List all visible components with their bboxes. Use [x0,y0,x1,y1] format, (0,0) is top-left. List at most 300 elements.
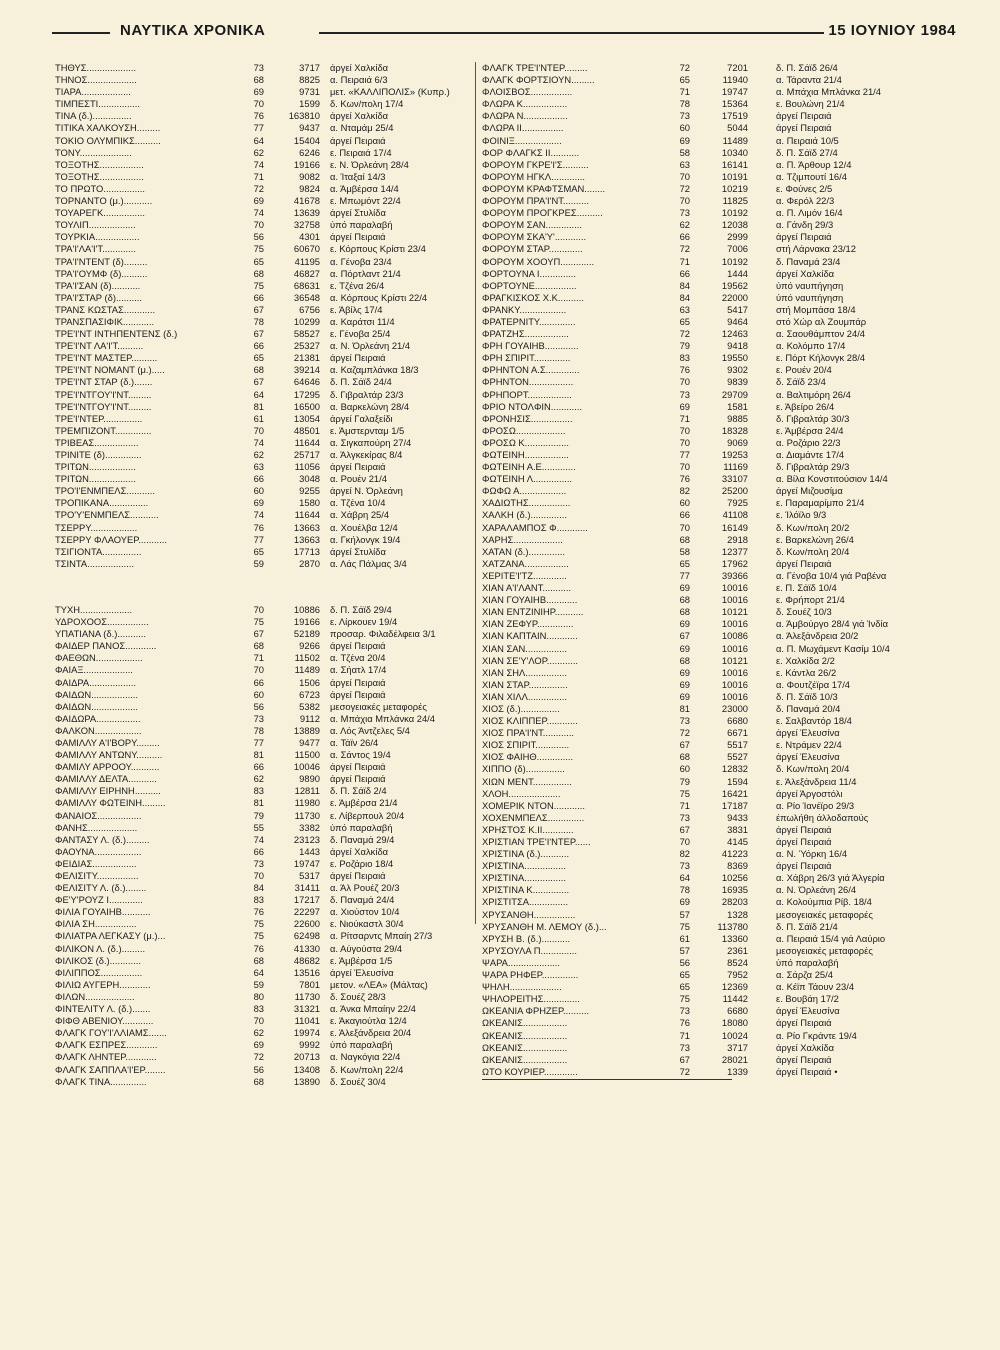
ship-status: δ. Π. Σάϊδ 24/4 [330,376,392,388]
ship-name: ΦΛΑΓΚ ΓΟΥ'Ι'ΛΛΙΑΜΣ....... [55,1027,167,1039]
ship-status: δ. Π. Σάϊδ 10/3 [776,690,838,702]
ship-row [55,413,465,425]
ship-row [482,763,942,775]
ship-name: ΤΣΙΓΙΟΝΤΑ............... [55,545,142,557]
ship-row [482,195,942,207]
ship-row [482,183,942,195]
build-year: 83 [253,894,264,906]
ship-status: ε. Βουλώνη 21/4 [776,98,845,110]
ship-name: ΤΡΑ'Ι'ΝΤΕΝΤ (δ)......... [55,255,148,267]
build-year: 56 [253,1063,264,1075]
tonnage: 13516 [293,966,320,978]
build-year: 67 [679,823,690,835]
tonnage: 46827 [293,267,320,279]
ship-row [482,727,942,739]
build-year: 69 [679,618,690,630]
build-year: 84 [253,882,264,894]
build-year: 70 [253,98,264,110]
tonnage: 10219 [721,182,748,194]
build-year: 73 [679,207,690,219]
ship-status: δ. Σουέζ 10/3 [776,606,832,618]
tonnage: 8825 [299,74,320,86]
ship-status: άργεί Έλευσίνα [776,727,840,739]
ship-row [55,110,465,122]
ship-row [55,171,465,183]
ship-row [55,509,465,521]
build-year: 83 [679,352,690,364]
ship-name: ΧΡΙΣΤΙΤΣΑ............... [482,896,569,908]
build-year: 68 [253,954,264,966]
tonnage: 9885 [727,412,748,424]
ship-name: ΤΟΥΡΚΙΑ................. [55,231,140,243]
ship-status: α. Μπάχια Μπλάνκα 24/4 [330,712,435,724]
build-year: 76 [253,906,264,918]
tonnage: 31321 [293,1003,320,1015]
ship-status: μεσογειακές μεταφορές [776,944,873,956]
ship-status: α. Γάνδη 29/3 [776,219,834,231]
build-year: 60 [679,122,690,134]
ship-row [55,268,465,280]
tonnage: 17217 [293,894,320,906]
ship-status: α. Άμβέρσα 14/4 [330,182,399,194]
ship-status: έπωλήθη άλλοδαπούς [776,811,869,823]
ship-status: άργεί Πειραιά [330,688,386,700]
ship-row [482,606,942,618]
ship-status: α. Ρίο Ίανέϊρο 29/3 [776,799,855,811]
tonnage: 6680 [727,715,748,727]
ship-row [482,776,942,788]
ship-status: άργεί Χαλκίδα [776,267,835,279]
tonnage: 3831 [727,823,748,835]
ship-name: ΤΙΑΡΑ................... [55,86,131,98]
build-year: 62 [253,449,264,460]
ship-row [55,231,465,243]
tonnage: 15364 [721,98,748,110]
tonnage: 13054 [293,412,320,424]
build-year: 78 [253,724,264,736]
tonnage: 2999 [727,231,748,243]
ship-name: ΦΑΜΙΛΛΥ ΕΙΡΗΝΗ.......... [55,785,161,797]
tonnage: 19747 [293,857,320,869]
build-year: 65 [679,969,690,981]
build-year: 74 [253,833,264,845]
ship-name: ΦΑΜΙΛΛΥ ΔΕΛΤΑ........... [55,773,157,785]
ship-name: ΧΡΥΣΗ Β. (δ.)........... [482,932,571,944]
ship-name: ΤΡΟΠΙΚΑΝΑ............... [55,497,149,509]
ship-name: ΦΙΛΙΩ ΑΥΓΕΡΗ............ [55,978,151,990]
ship-status: ε. Άκαγιούτλα 12/4 [330,1015,407,1027]
ship-row [482,340,942,352]
ship-name: ΤΙΝΑ (δ.)............... [55,110,132,122]
ship-status: δ. Κων/πολη 17/4 [330,98,404,110]
tonnage: 9302 [727,364,748,376]
ship-status: α. Πειραιά 10/5 [776,134,839,146]
tonnage: 25200 [721,485,748,497]
ship-status: άργεί Χαλκίδα [776,1041,835,1053]
tonnage: 13360 [721,932,748,944]
tonnage: 9266 [299,640,320,652]
ship-row [482,304,942,316]
ship-name: ΧΡΥΣΑΝΘΗ................ [482,908,576,920]
ship-row [482,449,942,461]
tonnage: 9082 [299,170,320,182]
build-year: 62 [679,219,690,231]
ship-status: α. Πειραιά 6/3 [330,74,388,86]
tonnage: 17713 [293,545,320,557]
tonnage: 9437 [299,122,320,134]
build-year: 66 [253,291,264,303]
tonnage: 8524 [727,956,748,968]
ship-row [55,546,465,558]
build-year: 82 [679,848,690,860]
left-ship-list-1 [55,62,465,570]
build-year: 81 [679,702,690,714]
ship-status: δ. Κων/πολη 20/2 [776,521,850,533]
ship-row [55,1051,465,1063]
ship-status: α. Καράτσι 11/4 [330,315,395,327]
build-year: 77 [253,122,264,134]
ship-status: α. Ν. Ύόρκη 16/4 [776,848,848,860]
ship-name: ΧΙΩΝ ΜΕΝΤ............... [482,775,572,787]
ship-name: ΦΛΑΓΚ ΕΣΠΡΕΣ............ [55,1039,158,1051]
ship-name: ΦΡΗΠΟΡΤ................. [482,388,572,400]
ship-status: δ. Κων/πολη 22/4 [330,1063,404,1075]
ship-name: ΨΗΛΗ.................... [482,981,562,993]
build-year: 66 [679,267,690,279]
ship-status: ε. Πόρτ Κήλονγκ 28/4 [776,352,866,364]
ship-status: δ. Παναμά 24/4 [330,894,395,906]
ship-row [55,725,465,737]
ship-name: ΦΟΡΟΥΜ ΣΤΑΡ............. [482,243,583,255]
build-year: 79 [679,340,690,352]
ship-status: α. Ρουέν 21/4 [330,473,387,485]
ship-status: α. Γένοβα 23/4 [330,255,392,267]
ship-status: ε. Ροζάριο 18/4 [330,857,394,869]
ship-status: α. Άνκα Μπαίην 22/4 [330,1003,416,1015]
ship-row [55,846,465,858]
ship-status: α. Ρίτσαρντς Μπαίη 27/3 [330,930,433,942]
ship-status: ε. Ρουέν 20/4 [776,364,832,376]
left-column [55,62,465,1088]
ship-status: δ. Γιβραλτάρ 23/3 [330,388,404,400]
tonnage: 11980 [294,797,320,809]
tonnage: 11056 [294,461,320,473]
ship-status: α. Τζιμπουτί 16/4 [776,170,847,182]
build-year: 70 [679,521,690,533]
ship-row [55,243,465,255]
ship-status: ύπό παραλαβή [330,1039,393,1051]
ship-name: ΦΩΦΩ Α.................. [482,485,567,497]
tonnage: 10121 [721,606,748,618]
ship-name: ΦΡΑΝΚΥ.................. [482,303,567,315]
ship-name: ΦΡΗ ΓΟΥΑΙΗΒ............. [482,340,579,352]
tonnage: 3717 [299,62,320,73]
build-year: 70 [679,436,690,448]
ship-name: ΤΗΝΟΣ................... [55,74,137,86]
ship-name: ΧΙΟΣ (δ.)............... [482,702,560,714]
ship-name: ΧΙΑΝ Α'Ι'ΛΑΝΤ........... [482,582,572,594]
build-year: 79 [253,809,264,821]
ship-name: ΦΡΗΝΤΟΝ................. [482,376,574,388]
ship-name: ΧΕΡΙΤΕ'Ι'ΤΖ............. [482,569,567,581]
build-year: 57 [679,908,690,920]
tonnage: 9839 [727,376,748,388]
ship-row [482,1030,942,1042]
build-year: 73 [253,712,264,724]
ship-row [482,159,942,171]
ship-row [482,582,942,594]
tonnage: 11500 [294,749,320,761]
ship-status: α. Άλεξάνδρεια 20/2 [776,630,859,642]
build-year: 70 [679,461,690,473]
ship-status: α. Κολούμπια Ρίβ. 18/4 [776,896,872,908]
build-year: 73 [253,857,264,869]
ship-status: α. Χάβρη 25/4 [330,509,390,521]
build-year: 68 [679,654,690,666]
tonnage: 7925 [727,497,748,509]
ship-name: ΤΟΚΙΟ ΟΛΥΜΠΙΚΣ.......... [55,134,161,146]
ship-name: ΥΠΑΤΙΑΝΑ (δ.)........... [55,628,146,640]
build-year: 73 [679,860,690,872]
build-year: 71 [679,255,690,267]
ship-name: ΤΡΕ'Ι'ΝΤ ΛΑ'Ι'Τ.......... [55,340,144,352]
build-year: 75 [679,993,690,1005]
ship-name: ΤΙΜΠΕΣΤΙ................ [55,98,140,110]
ship-name: ΦΡΗΝΤΟΝ Α.Σ............. [482,364,580,376]
ship-name: ΦΛΩΡΑ Κ................. [482,98,568,110]
ship-row [55,328,465,340]
ship-name: ΤΟΡΝΑΝΤΟ (μ.)........... [55,195,153,207]
ship-row [482,364,942,376]
build-year: 70 [253,424,264,436]
ship-row [55,797,465,809]
ship-row [482,546,942,558]
ship-row [55,882,465,894]
ship-row [482,243,942,255]
ship-name: ΦΑΕΘΩΝ.................. [55,652,143,664]
tonnage: 39366 [721,569,748,581]
tonnage: 3717 [727,1041,748,1053]
ship-row [55,822,465,834]
build-year: 58 [679,545,690,557]
ship-row [55,640,465,652]
tonnage: 8369 [727,860,748,872]
ship-row [55,159,465,171]
tonnage: 62498 [293,930,320,942]
ship-name: ΤΡΕΜΠΙΖΟΝΤ.............. [55,424,152,436]
tonnage: 11489 [294,664,320,676]
ship-status: ύπό ναυπήγηση [776,291,844,303]
build-year: 57 [679,944,690,956]
tonnage: 10886 [293,603,320,615]
ship-status: άργεί Γαλαξείδι [330,412,393,424]
ship-status: άργεί Πειραιά [776,836,832,847]
tonnage: 7801 [299,978,320,990]
ship-row [482,1005,942,1017]
ship-status: ε. Τζένα 26/4 [330,279,385,291]
ship-name: ΤΟΝΥ.................... [55,146,132,158]
tonnage: 9477 [299,736,320,748]
ship-row [55,979,465,991]
ship-row [482,461,942,473]
ship-row [55,461,465,473]
tonnage: 3382 [299,821,320,833]
ship-status: δ. Παναμά 23/4 [776,255,841,267]
tonnage: 3048 [299,473,320,485]
build-year: 63 [679,303,690,315]
ship-status: ε. Βουβάη 17/2 [776,993,839,1005]
build-year: 65 [253,255,264,267]
tonnage: 10016 [721,690,748,702]
ship-name: ΤΡΕ'Ι'ΝΤ ΜΑΣΤΕΡ.......... [55,352,158,364]
ship-status: α. Άλγκεκίρας 8/4 [330,449,403,460]
tonnage: 13663 [293,521,320,533]
ship-row [482,691,942,703]
tonnage: 5382 [299,700,320,712]
ship-status: α. Βαλτιμόρη 26/4 [776,388,851,400]
tonnage: 6680 [727,1005,748,1017]
ship-row [55,316,465,328]
ship-row [482,219,942,231]
ship-name: ΧΙΟΣ ΣΠΙΡΙΤ............. [482,739,570,751]
ship-name: ΤΟ ΠΡΩΤΟ................ [55,182,146,194]
ship-status: α. Βίλα Κονστιτούσιον 14/4 [776,473,888,485]
ship-row [55,834,465,846]
tonnage: 5527 [727,751,748,763]
ship-name: ΤΡΟ'Υ'ΕΝΜΠΕΛΣ........... [55,509,159,521]
ship-row [55,955,465,967]
ship-row [482,860,942,872]
ship-status: άργεί Πειραιά [330,134,386,146]
tonnage: 19166 [293,616,320,628]
tonnage: 10299 [293,315,320,327]
build-year: 76 [679,473,690,485]
tonnage: 12369 [721,981,748,993]
right-column [482,62,942,1080]
ship-row [55,401,465,413]
ship-row [482,135,942,147]
ship-status: α. Κόρπους Κρίστι 22/4 [330,291,428,303]
tonnage: 1594 [727,775,748,787]
ship-name: ΧΙΟΣ ΦΑΙΗΘ.............. [482,751,574,763]
ship-row [482,933,942,945]
build-year: 56 [679,956,690,968]
ship-status: α. Τάϊν 26/4 [330,736,379,748]
ship-row [55,967,465,979]
ship-row [55,858,465,870]
build-year: 74 [253,158,264,170]
build-year: 69 [679,642,690,654]
ship-row [55,1064,465,1076]
tonnage: 22600 [293,918,320,930]
build-year: 65 [679,315,690,327]
tonnage: 23123 [293,833,320,845]
build-year: 69 [679,582,690,594]
tonnage: 17962 [721,557,748,569]
tonnage: 36548 [293,291,320,303]
ship-name: ΤΟΥΛΙΠ.................. [55,219,136,231]
build-year: 71 [253,170,264,182]
ship-name: ΧΙΑΝ ΣΗΛ................ [482,666,567,678]
tonnage: 31411 [294,882,320,894]
ship-name: ΦΑΙΑΞ................... [55,664,133,676]
ship-name: ΦΙΝΤΕΛΙΤΥ Λ. (δ.)....... [55,1003,151,1015]
ship-name: ΧΙΑΝ ΣΑΝ................ [482,642,567,654]
build-year: 66 [253,761,264,773]
build-year: 58 [679,146,690,158]
ship-name: ΦΑΙΔΩΝ.................. [55,700,138,712]
ship-status: δ. Κων/πολη 20/4 [776,763,850,775]
tonnage: 22000 [721,291,748,303]
ship-row [55,86,465,98]
ship-name: ΤΡΑΝΣ ΚΩΣΤΑΣ............ [55,303,156,315]
ship-status: α. Σαουθάμπτον 24/4 [776,328,866,340]
ship-row [55,389,465,401]
ship-status: ε. Ν. Όρλεάνη 28/4 [330,158,409,170]
ship-name: ΦΡΑΤΖΗΣ................. [482,328,569,340]
ship-row [482,884,942,896]
ship-name: ΧΛΟΗ.................... [482,787,561,799]
ship-status: ε. Π. Σάϊδ 10/4 [776,582,837,594]
ship-name: ΦΑΙΔΩΝ.................. [55,688,138,700]
ship-name: ΤΟΞΟΤΗΣ................. [55,170,144,182]
ship-status: άργεί Πειραιά [776,1053,832,1065]
publication-title: ΝΑΥΤΙΚΑ ΧΡΟΝΙΚΑ [120,22,266,39]
page-header [44,22,956,44]
list-end-rule [482,1079,732,1080]
ship-name: ΤΟΞΟΤΗΣ................. [55,158,144,170]
build-year: 71 [253,652,264,664]
ship-row [482,534,942,546]
ship-name: ΦΙΛΙΚΟΣ (δ.)............ [55,954,141,966]
ship-row [482,739,942,751]
ship-row [482,280,942,292]
ship-name: ΧΡΙΣΤΙΝΑ................ [482,872,566,884]
ship-row [55,628,465,640]
ship-row [482,352,942,364]
ship-row [55,473,465,485]
ship-name: ΤΣΙΝΤΑ.................. [55,557,135,569]
build-year: 64 [253,388,264,400]
ship-row [55,376,465,388]
build-year: 56 [253,231,264,243]
ship-status: άργεί Πειραιά [776,1017,832,1029]
ship-name: ΤΡΕ'Ι'ΝΤΓΟΥ'Ι'ΝΤ......... [55,388,152,400]
ship-status: ε. Φρήπορτ 21/4 [776,594,845,606]
ship-row [55,689,465,701]
build-year: 69 [679,690,690,702]
build-year: 64 [679,872,690,884]
ship-name: ΤΡΕ'Ι'ΝΤ ΣΤΑΡ (δ.)....... [55,376,153,388]
build-year: 75 [253,616,264,628]
build-year: 71 [679,412,690,424]
ship-name: ΧΑΛΚΗ (δ.).............. [482,509,567,521]
ship-name: ΧΑΤΖΑΝΑ................. [482,557,569,569]
ship-status: άργεί Έλευσίνα [776,751,840,763]
ship-name: ΤΣΕΡΡΥ ΦΛΑΟΥΕΡ........... [55,533,167,545]
ship-name: ΧΡΥΣΟΥΛΑ Π.............. [482,944,577,956]
ship-status: άργεί Πειραιά [330,870,386,881]
tonnage: 10016 [721,618,748,630]
ship-status: προσαρ. Φιλαδέλφεια 3/1 [330,628,436,640]
ship-status: μεσογειακές μεταφορές [776,908,873,920]
ship-row [482,570,942,582]
ship-row [482,110,942,122]
ship-name: ΩΚΕΑΝΙΣ................. [482,1041,568,1053]
ship-status: άργεί Πειραιά [330,352,386,364]
ship-name: ΦΛΑΓΚ ΦΟΡΤΣΙΟΥΝ......... [482,74,595,86]
ship-name: ΦΡΟΝΗΣΙΣ................ [482,412,573,424]
